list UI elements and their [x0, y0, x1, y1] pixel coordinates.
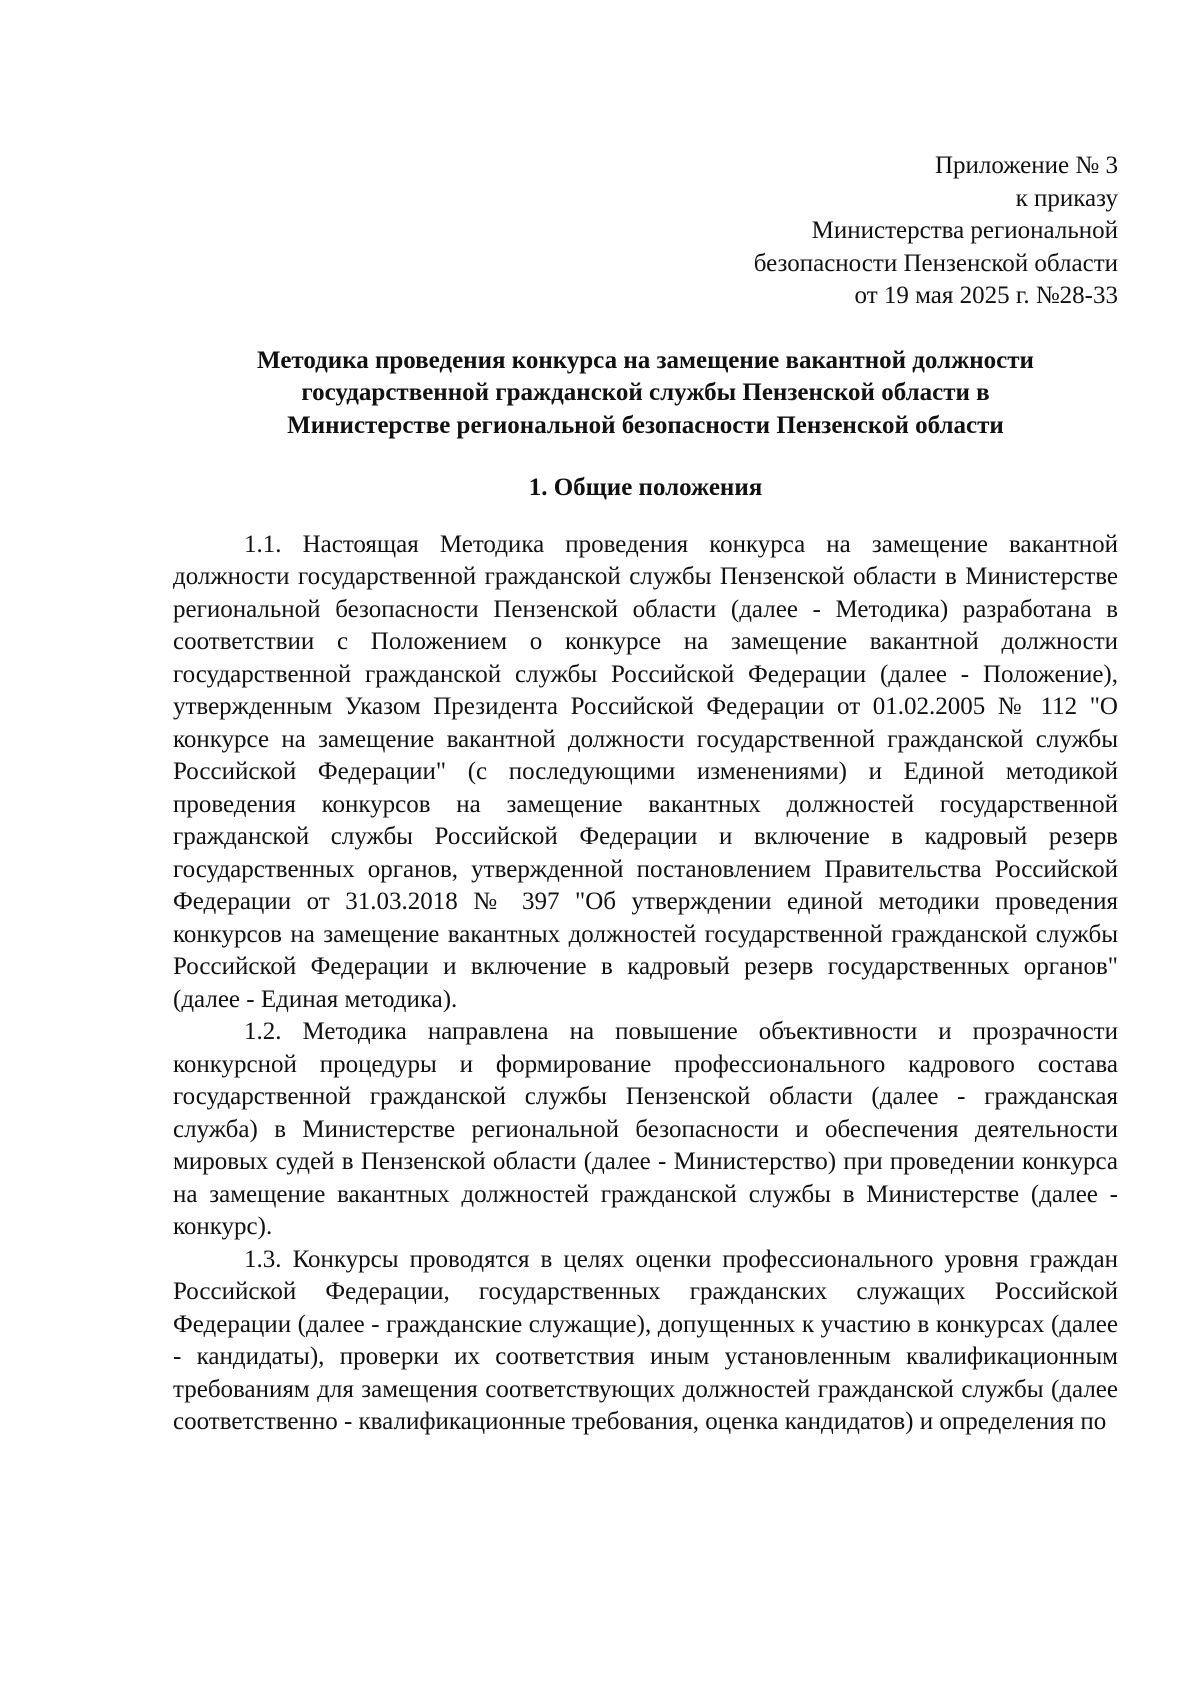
- appendix-line: от 19 мая 2025 г. №28-33: [854, 282, 1118, 309]
- appendix-line: к приказу: [1015, 184, 1118, 212]
- title-line: Министерстве региональной безопасности Пензенской области: [287, 411, 1004, 439]
- section-heading: 1. Общие положения: [528, 474, 763, 501]
- document-page: [173, 150, 1118, 1439]
- appendix-header: [173, 150, 1118, 313]
- appendix-line: Министерства региональной: [811, 217, 1118, 244]
- document-title: [173, 345, 1118, 443]
- appendix-line: безопасности Пензенской области: [753, 249, 1118, 277]
- title-line: Методика проведения конкурса на замещение вакантной должности: [257, 346, 1034, 374]
- paragraph-1-1: 1.1. Настоящая Методика проведения конкурса на замещение вакантной должности государственной гражданской службы Пензенской области в Министерстве региональной безопасности Пензенской области (далее - Методика) разработана в соответствии с Положением о конкурсе на замещение вакантной должности государственной гражданской службы Российской Федерации (далее - Положение), утвержденным Указом Президента Российской Федерации от 01.02.2005 № 112 "О конкурсе на замещение вакантной должности государственной гражданской службы Российской Федерации" (с последующими изменениями) и Единой методикой проведения конкурсов на замещение вакантных должностей государственной гражданской службы Российской Федерации и включение в кадровый резерв государственных органов, утвержденной постановлением Правительства Российской Федерации от 31.03.2018 № 397 "Об утверждении единой методики проведения конкурсов на замещение вакантных должностей государственной гражданской службы Российской Федерации и включение в кадровый резерв государственных органов" (далее - Единая методика).: [173, 530, 1118, 1013]
- paragraph-1-2: 1.2. Методика направлена на повышение объективности и прозрачности конкурсной процедуры и формирование профессионального кадрового состава государственной гражданской службы Пензенской области (далее - гражданская служба) в Министерстве региональной безопасности и обеспечения деятельности мировых судей в Пензенской области (далее - Министерство) при проведении конкурса на замещение вакантных должностей гражданской службы в Министерстве (далее - конкурс).: [173, 1018, 1118, 1240]
- paragraph-1-3: 1.3. Конкурсы проводятся в целях оценки профессионального уровня граждан Российской Федерации, государственных гражданских служащих Российской Федерации (далее - гражданские служащие), допущенных к участию в конкурсах (далее - кандидаты), проверки их соответствия иным установленным квалификационным требованиям для замещения соответствующих должностей гражданской службы (далее соответственно - квалификационные требования, оценка кандидатов) и определения по: [173, 1245, 1118, 1435]
- appendix-line: Приложение № 3: [934, 152, 1118, 179]
- title-line: государственной гражданской службы Пензенской области в: [301, 379, 990, 406]
